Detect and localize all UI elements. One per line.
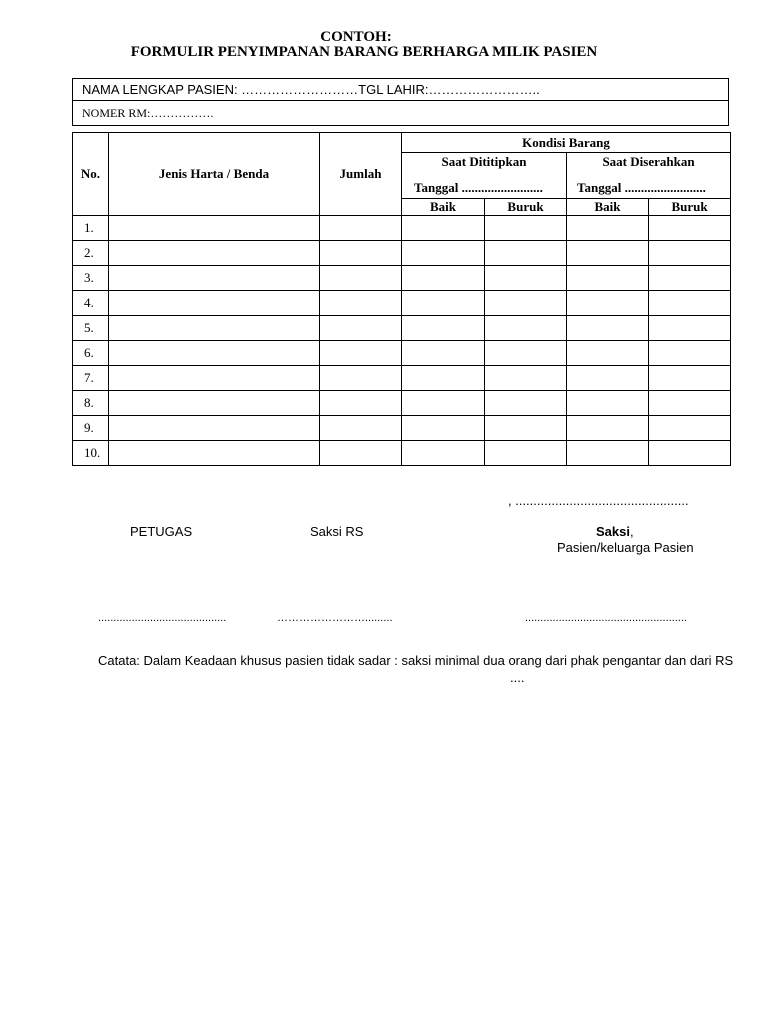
table-cell xyxy=(485,441,567,466)
table-cell xyxy=(567,366,649,391)
header-quantity: Jumlah xyxy=(320,133,402,216)
table-cell xyxy=(649,241,731,266)
footnote: Catata: Dalam Keadaan khusus pasien tidak sadar : saksi minimal dua orang dari phak pengantar dan dari RS xyxy=(98,653,734,668)
row-number: 2. xyxy=(73,241,109,266)
table-row xyxy=(73,441,731,466)
valuables-table xyxy=(72,132,731,466)
patient-info-box xyxy=(72,78,729,126)
header-condition: Kondisi Barang xyxy=(402,133,731,153)
header-return xyxy=(567,153,731,199)
table-cell xyxy=(402,341,485,366)
footnote-tail: .... xyxy=(510,670,525,685)
table-row xyxy=(73,316,731,341)
table-row xyxy=(73,366,731,391)
table-cell xyxy=(109,416,320,441)
header-item: Jenis Harta / Benda xyxy=(109,133,320,216)
table-cell xyxy=(649,391,731,416)
witness-rs-label: Saksi RS xyxy=(310,524,364,539)
return-bad: Buruk xyxy=(649,199,731,216)
table-cell xyxy=(109,366,320,391)
table-row xyxy=(73,291,731,316)
table-row xyxy=(73,241,731,266)
deposit-bad: Buruk xyxy=(485,199,567,216)
table-cell xyxy=(109,291,320,316)
table-cell xyxy=(402,266,485,291)
deposit-date: Tanggal ......................... xyxy=(414,180,543,195)
table-cell xyxy=(109,391,320,416)
table-cell xyxy=(567,316,649,341)
witness-signature-line: ..................................................... xyxy=(525,612,687,624)
row-number: 10. xyxy=(73,441,109,466)
row-number: 5. xyxy=(73,316,109,341)
table-cell xyxy=(485,216,567,241)
return-label: Saat Diserahkan xyxy=(602,154,695,169)
table-cell xyxy=(320,241,402,266)
table-cell xyxy=(485,416,567,441)
table-cell xyxy=(402,366,485,391)
witness-label xyxy=(596,524,634,539)
table-cell xyxy=(320,441,402,466)
table-cell xyxy=(109,341,320,366)
table-cell xyxy=(402,391,485,416)
table-row xyxy=(73,416,731,441)
row-number: 7. xyxy=(73,366,109,391)
officer-signature-line: .......................................... xyxy=(98,612,227,624)
table-cell xyxy=(485,266,567,291)
witness-comma: , xyxy=(629,524,634,539)
table-cell xyxy=(402,316,485,341)
table-cell xyxy=(649,441,731,466)
officer-label: PETUGAS xyxy=(130,524,193,539)
table-cell xyxy=(402,416,485,441)
table-cell xyxy=(485,391,567,416)
table-cell xyxy=(649,366,731,391)
table-cell xyxy=(485,241,567,266)
table-cell xyxy=(485,341,567,366)
table-cell xyxy=(567,266,649,291)
table-cell xyxy=(320,266,402,291)
header-deposit xyxy=(402,153,567,199)
deposit-good: Baik xyxy=(402,199,485,216)
return-good: Baik xyxy=(567,199,649,216)
table-cell xyxy=(320,391,402,416)
table-cell xyxy=(320,341,402,366)
form-label: CONTOH: xyxy=(320,29,392,45)
table-cell xyxy=(402,291,485,316)
row-number: 4. xyxy=(73,291,109,316)
table-row xyxy=(73,391,731,416)
form-title: FORMULIR PENYIMPANAN BARANG BERHARGA MILIK PASIEN xyxy=(130,44,598,60)
table-cell xyxy=(485,291,567,316)
medical-record-line: NOMER RM:……………. xyxy=(82,106,214,120)
table-cell xyxy=(485,366,567,391)
witness-rs-signature-line: ……………………......... xyxy=(277,612,393,624)
table-cell xyxy=(567,441,649,466)
table-cell xyxy=(567,416,649,441)
table-cell xyxy=(109,216,320,241)
row-number: 6. xyxy=(73,341,109,366)
table-cell xyxy=(320,416,402,441)
row-number: 8. xyxy=(73,391,109,416)
table-cell xyxy=(649,266,731,291)
table-cell xyxy=(649,341,731,366)
table-body xyxy=(73,216,731,466)
table-cell xyxy=(567,216,649,241)
table-cell xyxy=(320,366,402,391)
table-cell xyxy=(320,316,402,341)
header-no: No. xyxy=(73,133,109,216)
table-cell xyxy=(649,316,731,341)
table-cell xyxy=(567,391,649,416)
table-cell xyxy=(402,216,485,241)
row-number: 9. xyxy=(73,416,109,441)
deposit-label: Saat Dititipkan xyxy=(441,154,527,169)
table-cell xyxy=(320,291,402,316)
table-row xyxy=(73,341,731,366)
table-cell xyxy=(109,241,320,266)
table-cell xyxy=(109,316,320,341)
row-number: 3. xyxy=(73,266,109,291)
table-cell xyxy=(567,291,649,316)
table-cell xyxy=(649,416,731,441)
witness-sub-label: Pasien/keluarga Pasien xyxy=(557,540,694,555)
table-cell xyxy=(109,266,320,291)
table-row xyxy=(73,216,731,241)
patient-name-line: NAMA LENGKAP PASIEN: ………………………TGL LAHIR:…………………….. xyxy=(73,79,728,101)
witness-bold: Saksi xyxy=(596,524,630,539)
row-number: 1. xyxy=(73,216,109,241)
return-date: Tanggal ......................... xyxy=(577,180,706,195)
table-cell xyxy=(649,216,731,241)
table-cell xyxy=(109,441,320,466)
table-cell xyxy=(567,241,649,266)
place-date-line: , ................................................ xyxy=(508,493,689,508)
table-cell xyxy=(567,341,649,366)
table-cell xyxy=(402,241,485,266)
table-row xyxy=(73,266,731,291)
table-cell xyxy=(402,441,485,466)
table-cell xyxy=(320,216,402,241)
table-cell xyxy=(485,316,567,341)
table-cell xyxy=(649,291,731,316)
